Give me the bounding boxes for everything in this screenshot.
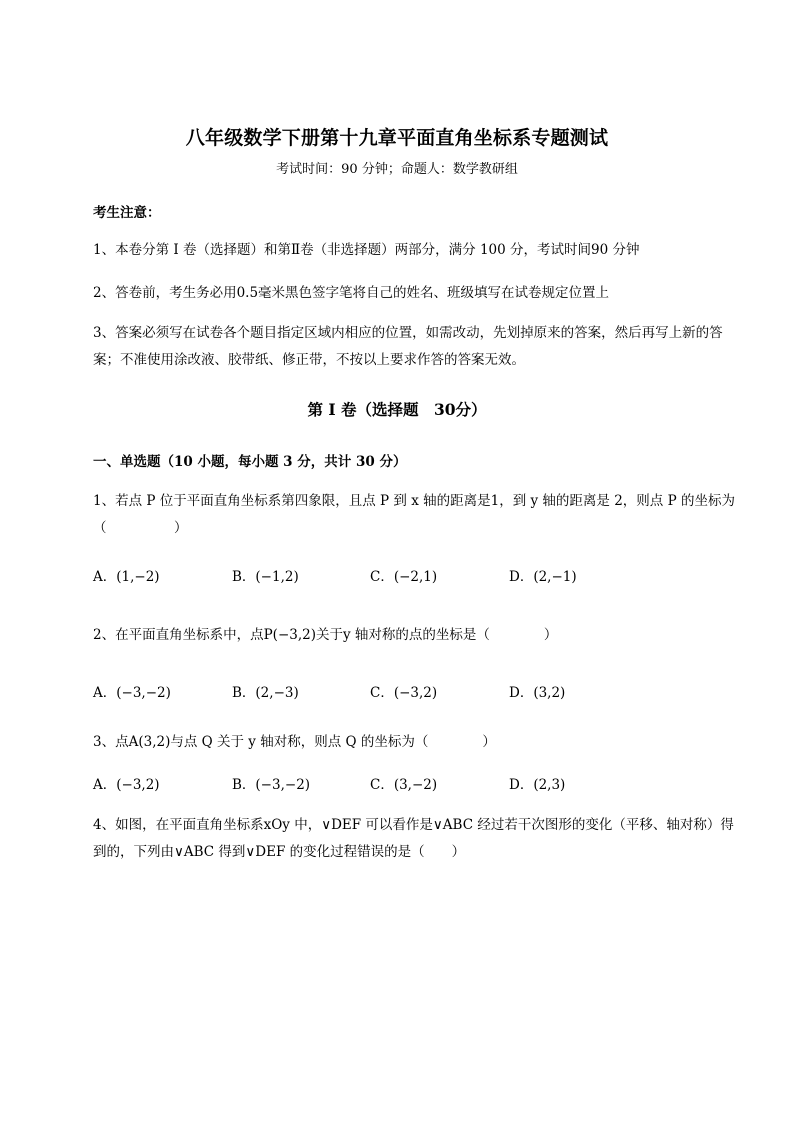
question-3-options xyxy=(93,775,713,795)
question-1-options xyxy=(93,567,713,587)
notice-heading: 考生注意： xyxy=(93,205,161,221)
option-a[interactable]: A．(1,−2) xyxy=(93,569,160,585)
option-a[interactable]: A．(−3,2) xyxy=(93,777,160,793)
option-d[interactable]: D．(2,−1) xyxy=(509,569,577,585)
option-c[interactable]: C．(−3,2) xyxy=(370,685,438,701)
question-2-options xyxy=(93,683,713,703)
notice-item-2: 2、答卷前，考生务必用0.5毫米黑色签字笔将自己的姓名、班级填写在试卷规定位置上 xyxy=(93,285,610,301)
option-d[interactable]: D．(2,3) xyxy=(509,777,566,793)
option-c[interactable]: C．(3,−2) xyxy=(370,777,438,793)
notice-item-1: 1、本卷分第 I 卷（选择题）和第Ⅱ卷（非选择题）两部分，满分 100 分，考试时间90 分钟 xyxy=(93,242,640,258)
part-heading: 一、单选题（10 小题，每小题 3 分，共计 30 分） xyxy=(93,454,407,470)
option-a[interactable]: A．(−3,−2) xyxy=(93,685,171,701)
notice-item-3: 3、答案必须写在试卷各个题目指定区域内相应的位置，如需改动，先划掉原来的答案，然后再写上新的答案；不准使用涂改液、胶带纸、修正带，不按以上要求作答的答案无效。 xyxy=(93,325,723,368)
question-4: 4、如图，在平面直角坐标系xOy 中，∨DEF 可以看作是∨ABC 经过若干次图形的变化（平移、轴对称）得到的，下列由∨ABC 得到∨DEF 的变化过程错误的是（ ） xyxy=(93,817,734,860)
option-b[interactable]: B．(−1,2) xyxy=(232,569,299,585)
question-2: 2、在平面直角坐标系中，点P(−3,2)关于y 轴对称的点的坐标是（ ） xyxy=(93,627,558,643)
option-c[interactable]: C．(−2,1) xyxy=(370,569,438,585)
question-3: 3、点A(3,2)与点 Q 关于 y 轴对称，则点 Q 的坐标为（ ） xyxy=(93,734,496,750)
option-b[interactable]: B．(2,−3) xyxy=(232,685,299,701)
option-d[interactable]: D．(3,2) xyxy=(509,685,566,701)
exam-subtitle: 考试时间：90 分钟；命题人：数学教研组 xyxy=(276,162,518,177)
option-b[interactable]: B．(−3,−2) xyxy=(232,777,311,793)
section-title: 第 I 卷（选择题 30分） xyxy=(307,400,487,419)
exam-title: 八年级数学下册第十九章平面直角坐标系专题测试 xyxy=(185,127,609,149)
question-1: 1、若点 P 位于平面直角坐标系第四象限，且点 P 到 x 轴的距离是1，到 y 轴的距离是 2，则点 P 的坐标为（ ） xyxy=(93,493,735,536)
